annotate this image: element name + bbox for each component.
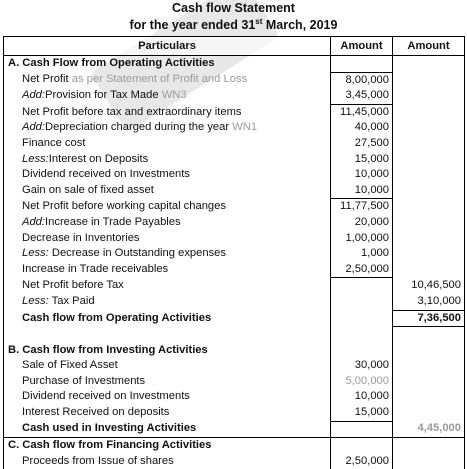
table-row: Decrease in Inventories 1,00,000	[4, 231, 465, 247]
table-row: Increase in Trade receivables 2,50,000	[4, 262, 465, 278]
statement-subtitle: for the year ended 31st March, 2019	[129, 17, 338, 33]
section-b-heading: B. Cash flow from Investing Activities	[4, 343, 465, 359]
table-row: Dividend received on Investments 10,000	[4, 167, 465, 183]
table-row: Net Profit before working capital changes 11,77,500	[4, 199, 465, 215]
table-row: Add:Provision for Tax Made WN3 3,45,000	[4, 88, 465, 104]
table-row: Less: Decrease in Outstanding expenses 1,000	[4, 246, 465, 262]
table-row: Net Profit as per Statement of Profit and Loss 8,00,000	[4, 72, 465, 88]
table-row: Cash flow from Operating Activities 7,36,500	[4, 310, 465, 327]
table-header-row	[4, 37, 465, 56]
header-particulars: Particulars	[4, 37, 331, 56]
spacer-row	[4, 327, 465, 343]
header-amount-2: Amount	[393, 37, 465, 56]
table-row: Add:Depreciation charged during the year WN1 40,000	[4, 120, 465, 136]
table-row: Net Profit before Tax 10,46,500	[4, 278, 465, 294]
table-row: Proceeds from Issue of shares 2,50,000	[4, 454, 465, 469]
section-c-heading: C. Cash flow from Financing Activities	[4, 438, 465, 454]
table-row: Less: Tax Paid 3,10,000	[4, 294, 465, 310]
table-row: Less:Interest on Deposits 15,000	[4, 152, 465, 168]
table-row: Cash used in Investing Activities 4,45,000	[4, 421, 465, 438]
table-row: Net Profit before tax and extraordinary items 11,45,000	[4, 104, 465, 120]
cash-flow-table	[3, 36, 465, 469]
table-row: Purchase of Investments 5,00,000	[4, 374, 465, 390]
statement-title: Cash flow Statement	[172, 1, 295, 15]
table-row: Dividend received on Investments 10,000	[4, 389, 465, 405]
header-amount-1: Amount	[331, 37, 393, 56]
section-a-heading: A. Cash Flow from Operating Activities	[4, 56, 465, 73]
table-row: Finance cost 27,500	[4, 136, 465, 152]
table-row: Gain on sale of fixed asset 10,000	[4, 183, 465, 199]
table-row: Interest Received on deposits 15,000	[4, 405, 465, 421]
table-row: Sale of Fixed Asset 30,000	[4, 358, 465, 374]
table-row: Add:Increase in Trade Payables 20,000	[4, 215, 465, 231]
